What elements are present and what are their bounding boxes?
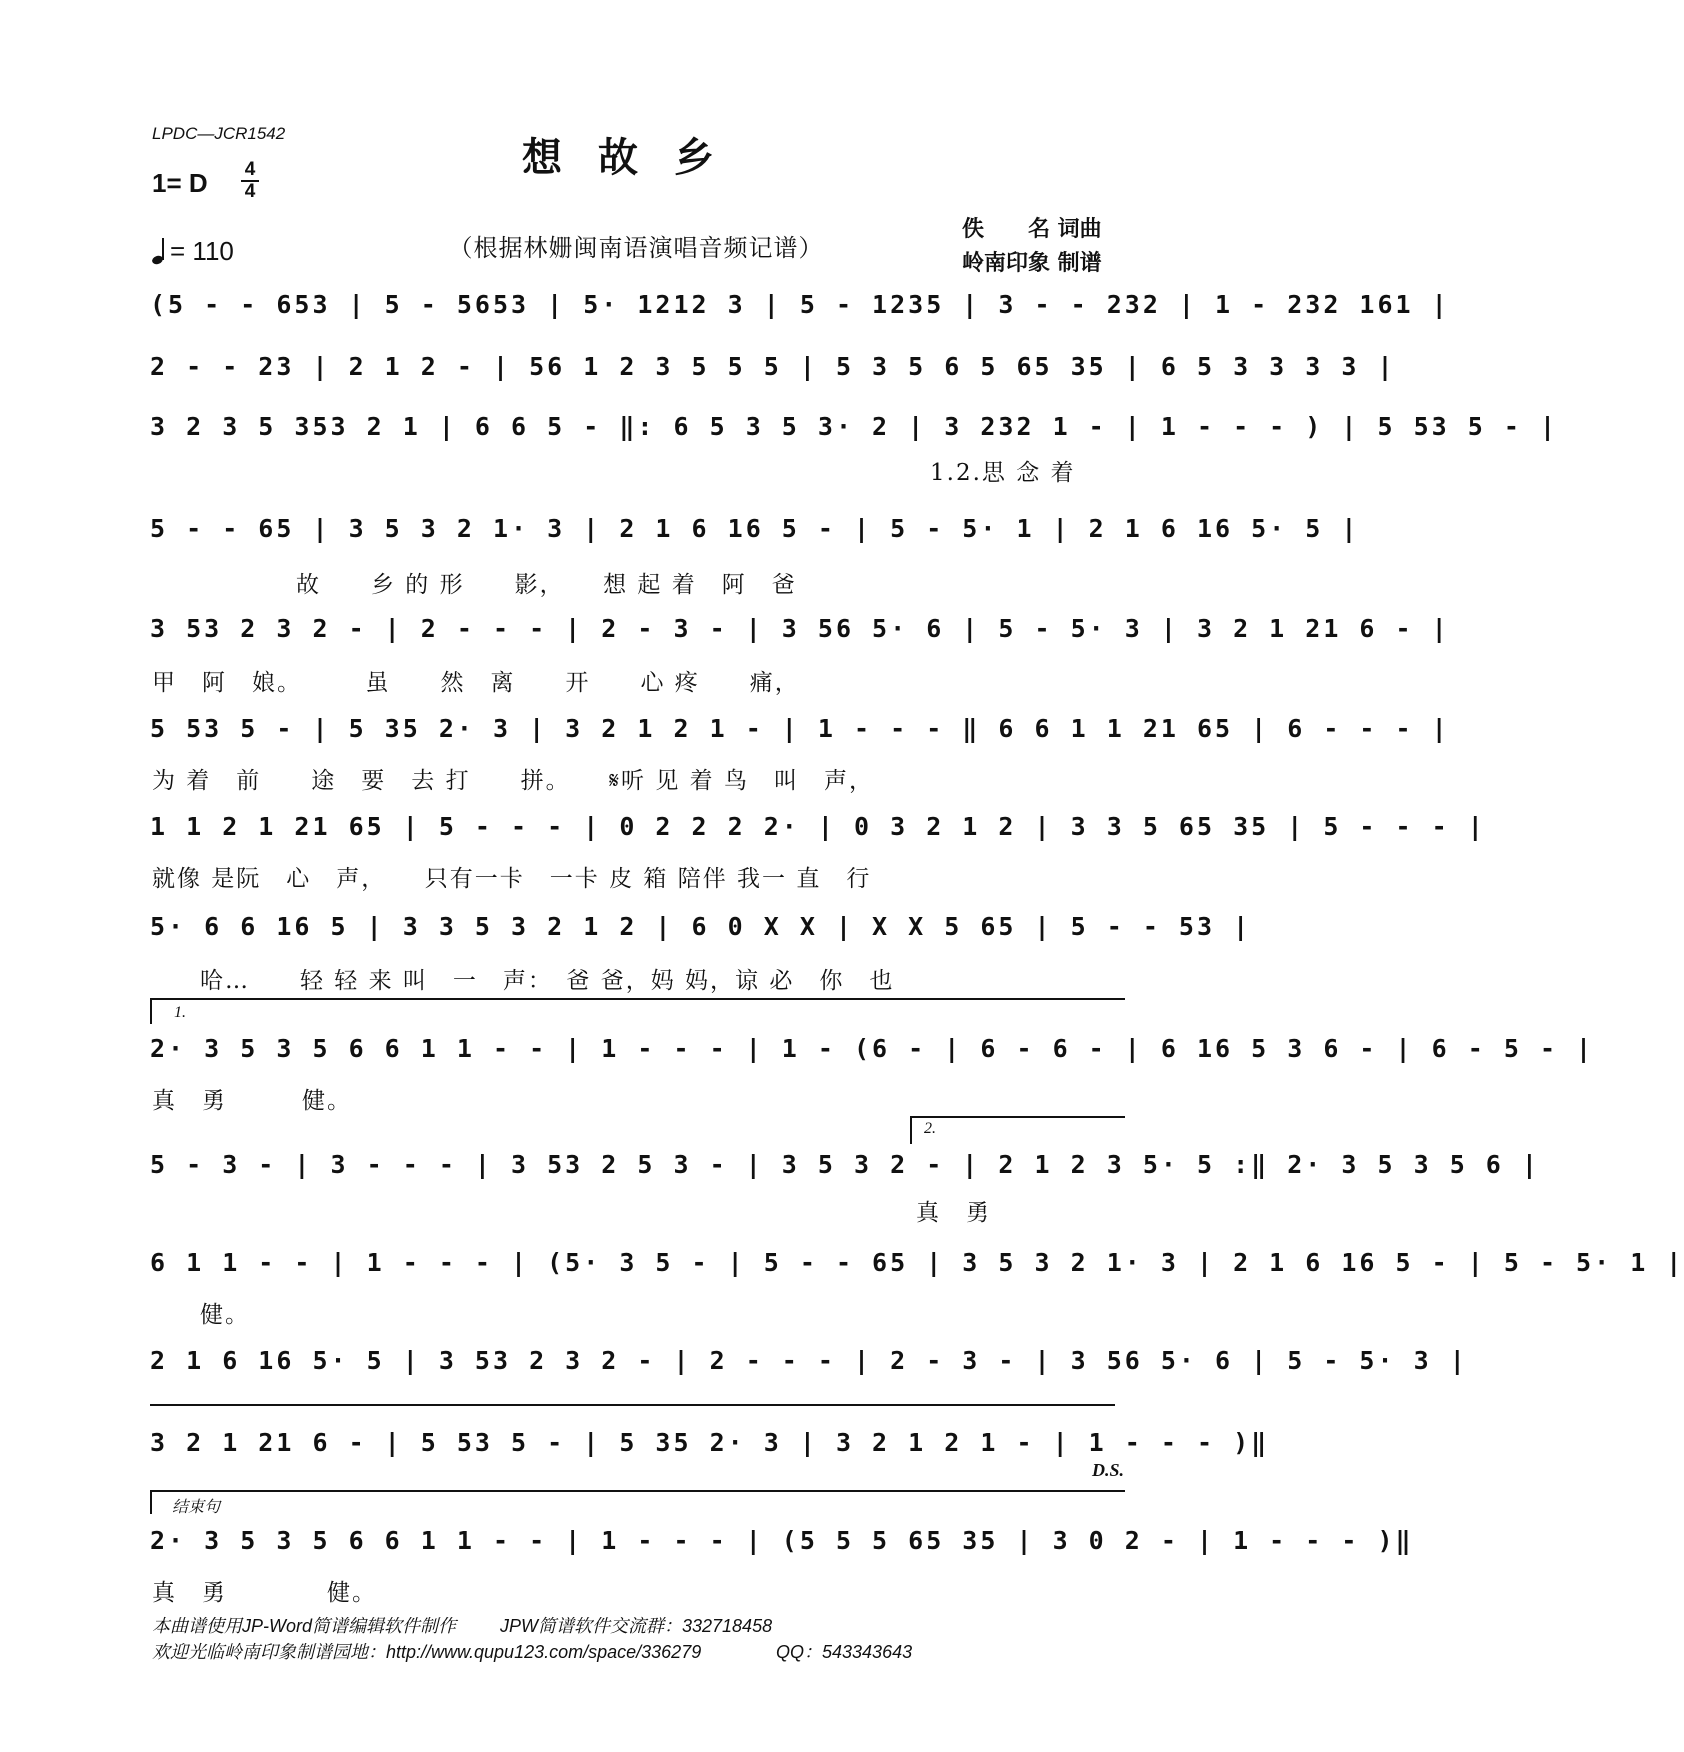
- system-13-top-rule: [150, 1404, 1115, 1406]
- footer-group-note: JPW简谱软件交流群：332718458: [500, 1616, 773, 1636]
- system-3-lyrics: 1.2.思 念 着: [930, 460, 1076, 486]
- system-1-notes: (5 - - 653 | 5 - 5653 | 5· 1212 3 | 5 - 1235 | 3 - - 232 | 1 - 232 161 |: [150, 290, 1450, 319]
- volta-2-label: 2.: [924, 1120, 936, 1137]
- composer-credit: 佚 名 词曲: [962, 216, 1102, 242]
- volta-2-bracket-hook: [910, 1116, 912, 1144]
- time-denominator: 4: [244, 181, 256, 202]
- system-9-lyrics: 真 勇 健。: [152, 1088, 352, 1114]
- system-5-notes: 3 53 2 3 2 - | 2 - - - | 2 - 3 - | 3 56 5· 6 | 5 - 5· 3 | 3 2 1 21 6 - |: [150, 614, 1450, 643]
- footer-qq: QQ：543343643: [776, 1642, 913, 1662]
- volta-1-bracket: [150, 998, 1125, 1000]
- system-7-notes: 1 1 2 1 21 65 | 5 - - - | 0 2 2 2 2· | 0 3 2 1 2 | 3 3 5 65 35 | 5 - - - |: [150, 812, 1486, 841]
- system-6-notes: 5 53 5 - | 5 35 2· 3 | 3 2 1 2 1 - | 1 - - - ‖ 6 6 1 1 21 65 | 6 - - - |: [150, 714, 1450, 743]
- system-11-notes: 6 1 1 - - | 1 - - - | (5· 3 5 - | 5 - - 65 | 3 5 3 2 1· 3 | 2 1 6 16 5 - | 5 - 5· 1 |: [150, 1248, 1684, 1277]
- volta-2-bracket: [910, 1116, 1125, 1118]
- system-13-notes: 3 2 1 21 6 - | 5 53 5 - | 5 35 2· 3 | 3 2 1 2 1 - | 1 - - - )‖: [150, 1428, 1270, 1457]
- system-6-lyrics: 为 着 前 途 要 去 打 拼。 𝄋听 见 着 鸟 叫 声，: [152, 768, 874, 794]
- tempo-value: = 110: [170, 236, 234, 266]
- arranger-credit: 岭南印象 制谱: [962, 250, 1102, 276]
- system-14-notes: 2· 3 5 3 5 6 6 1 1 - - | 1 - - - | (5 5 5 65 35 | 3 0 2 - | 1 - - - )‖: [150, 1526, 1414, 1555]
- system-4-notes: 5 - - 65 | 3 5 3 2 1· 3 | 2 1 6 16 5 - | 5 - 5· 1 | 2 1 6 16 5· 5 |: [150, 514, 1360, 543]
- coda-label: 结束句: [172, 1499, 221, 1516]
- system-10-notes: 5 - 3 - | 3 - - - | 3 53 2 5 3 - | 3 5 3 2 - | 2 1 2 3 5· 5 :‖ 2· 3 5 3 5 6 |: [150, 1150, 1540, 1179]
- system-9-notes: 2· 3 5 3 5 6 6 1 1 - - | 1 - - - | 1 - (6 - | 6 - 6 - | 6 16 5 3 6 - | 6 - 5 - |: [150, 1034, 1595, 1063]
- system-12-notes: 2 1 6 16 5· 5 | 3 53 2 3 2 - | 2 - - - | 2 - 3 - | 3 56 5· 6 | 5 - 5· 3 |: [150, 1346, 1468, 1375]
- system-11-lyrics: 健。: [200, 1302, 250, 1328]
- system-8-notes: 5· 6 6 16 5 | 3 3 5 3 2 1 2 | 6 0 X X | X X 5 65 | 5 - - 53 |: [150, 912, 1252, 941]
- system-14-lyrics: 真 勇 健。: [152, 1580, 377, 1606]
- footer-software-note: 本曲谱使用JP-Word简谱编辑软件制作: [152, 1616, 457, 1636]
- time-signature: [240, 160, 260, 202]
- system-4-lyrics: 故 乡 的 形 影， 想 起 着 阿 爸: [296, 572, 797, 598]
- system-3-notes: 3 2 3 5 353 2 1 | 6 6 5 - ‖: 6 5 3 5 3· 2 | 3 232 1 - | 1 - - - ) | 5 53 5 - |: [150, 412, 1558, 441]
- system-10-lyrics: 真 勇: [916, 1200, 991, 1226]
- score-code: LPDC—JCR1542: [152, 124, 286, 143]
- footer-site-link[interactable]: 欢迎光临岭南印象制谱园地：http://www.qupu123.com/space/336279: [152, 1642, 702, 1662]
- coda-bracket: [150, 1490, 1125, 1492]
- system-8-lyrics: 哈… 轻 轻 来 叫 一 声： 爸 爸，妈 妈，谅 必 你 也: [200, 968, 895, 994]
- score-subtitle: （根据林姗闽南语演唱音频记谱）: [448, 234, 824, 262]
- volta-1-label: 1.: [174, 1004, 186, 1021]
- volta-1-bracket-hook: [150, 998, 152, 1024]
- coda-bracket-hook: [150, 1490, 152, 1514]
- time-numerator: 4: [244, 159, 256, 180]
- score-title: 想故乡: [522, 134, 750, 181]
- dal-segno-mark: D.S.: [1092, 1460, 1125, 1480]
- system-7-lyrics: 就像 是阮 心 声， 只有一卡 一卡 皮 箱 陪伴 我一 直 行: [152, 866, 872, 892]
- key-signature: 1= D: [152, 168, 208, 198]
- system-5-lyrics: 甲 阿 娘。 虽 然 离 开 心 疼 痛，: [152, 670, 800, 696]
- system-2-notes: 2 - - 23 | 2 1 2 - | 56 1 2 3 5 5 5 | 5 3 5 6 5 65 35 | 6 5 3 3 3 3 |: [150, 352, 1396, 381]
